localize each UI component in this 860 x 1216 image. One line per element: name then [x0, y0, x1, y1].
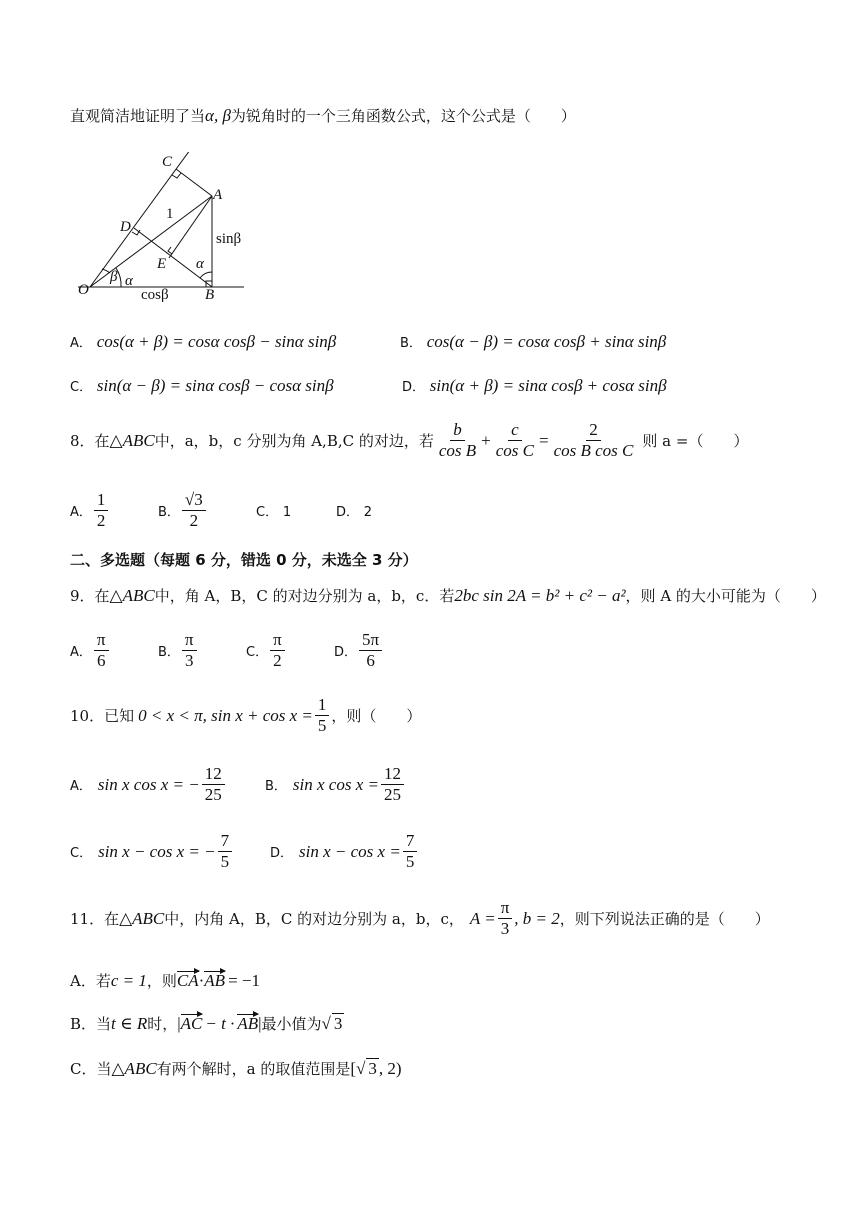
- q11-condition-a: A =: [469, 908, 496, 928]
- q8-suffix: 则 a =（ ）: [642, 432, 749, 451]
- option-result: = −1: [228, 971, 261, 990]
- equals-sign: =: [539, 430, 549, 450]
- q9-option-d[interactable]: [334, 630, 384, 672]
- option-label: A．: [70, 336, 92, 351]
- segment-ca: [176, 169, 212, 196]
- option-label: B．: [400, 336, 422, 351]
- option-fraction: $\frac{\pi}{3}$: [182, 630, 197, 672]
- interval-close: , 2): [378, 1059, 402, 1078]
- abs-bar-right: |: [258, 1014, 262, 1033]
- q11-mid: 中，内角 A，B，C 的对边分别为 a，b，c，: [164, 910, 464, 929]
- right-angle-e: [168, 247, 172, 254]
- vector-ac: AC: [180, 1014, 203, 1033]
- segment-ae: [169, 196, 212, 258]
- sqrt-radicand: 3: [333, 1014, 343, 1033]
- q8-options: [70, 490, 372, 532]
- option-fraction: $\frac{12}{25}$: [202, 764, 225, 806]
- option-fraction: $\frac{5\pi}{6}$: [359, 630, 382, 672]
- option-label: B．当: [70, 1015, 112, 1033]
- vector-ab: AB: [237, 1014, 259, 1033]
- q9-option-c[interactable]: [246, 630, 334, 672]
- q8-fraction-2: $\frac{c}{\text{cos C}}$: [495, 420, 534, 461]
- question-11-stem: [70, 898, 770, 940]
- label-e: E: [157, 256, 167, 272]
- q10-option-c[interactable]: [70, 831, 234, 873]
- q11-fraction: $\frac{\pi}{3}$: [498, 898, 513, 940]
- option-label: C．: [70, 380, 93, 395]
- q9-triangle: △ABC: [109, 586, 155, 605]
- ray-oc: [90, 152, 190, 287]
- dot-operator: ·: [198, 971, 205, 990]
- q8-option-d[interactable]: [336, 501, 372, 520]
- label-beta-o: β: [110, 269, 118, 285]
- q11-option-b[interactable]: [70, 1013, 344, 1034]
- stem-text-before: 直观简洁地证明了当: [70, 107, 206, 125]
- option-triangle: △ABC: [111, 1059, 157, 1078]
- option-label: D．: [402, 380, 426, 395]
- q7-option-a[interactable]: [70, 332, 336, 352]
- question-7-stem: [70, 105, 576, 126]
- q9-option-b[interactable]: [158, 630, 246, 672]
- option-label: B．: [158, 505, 180, 521]
- label-one: 1: [166, 206, 174, 222]
- q9-option-a[interactable]: [70, 630, 158, 672]
- option-fraction: $\frac{7}{5}$: [403, 831, 418, 873]
- option-value: 2: [363, 505, 373, 521]
- sqrt-radicand: 3: [368, 1059, 377, 1078]
- q7-option-d[interactable]: [402, 376, 667, 396]
- option-label: A．若: [70, 972, 111, 990]
- label-d: D: [120, 219, 131, 235]
- q10-fraction: $\frac{1}{5}$: [315, 695, 330, 737]
- q9-formula: 2bc sin 2A = b² + c² − a²: [454, 586, 626, 605]
- q11-suffix: ，则下列说法正确的是（ ）: [559, 910, 770, 929]
- option-text: 有两个解时，a 的取值范围是: [156, 1060, 351, 1078]
- q8-option-a[interactable]: [70, 490, 158, 532]
- q8-fraction-3: $\frac{2}{\text{cos B cos C}}$: [553, 420, 634, 461]
- q9-prefix: 9．在: [70, 587, 110, 605]
- minus-t: − t ·: [205, 1014, 235, 1033]
- option-condition: t ∈ R: [111, 1014, 148, 1033]
- q8-triangle: △ABC: [109, 430, 155, 450]
- q9-options: [70, 630, 384, 672]
- q11-option-a[interactable]: [70, 970, 260, 991]
- question-9-stem: [70, 585, 826, 606]
- question-8-stem: [70, 420, 748, 462]
- q10-suffix: ，则（ ）: [331, 707, 422, 726]
- q11-condition-b: , b = 2: [514, 908, 560, 928]
- q11-prefix: 11．在: [70, 910, 120, 929]
- stem-vars: α, β: [205, 106, 231, 125]
- option-label: A．: [70, 779, 92, 795]
- q8-option-b[interactable]: [158, 490, 256, 532]
- option-expression: sin x − cos x =: [299, 841, 401, 861]
- abs-bar-left: |: [177, 1014, 181, 1033]
- option-label: C．: [70, 846, 93, 862]
- option-label: D．: [336, 505, 360, 521]
- q11-triangle: △ABC: [119, 908, 165, 928]
- option-expression: sin x cos x =: [292, 774, 379, 794]
- option-fraction: $\frac{1}{2}$: [94, 490, 109, 532]
- angle-arc-beta: [102, 269, 110, 273]
- option-label: A．: [70, 505, 92, 521]
- section-heading: 二、多选题（每题 6 分，错选 0 分，未选全 3 分）: [70, 551, 418, 569]
- plus-sign: +: [481, 430, 491, 450]
- option-fraction: $\frac{\pi}{6}$: [94, 630, 109, 672]
- option-label: A．: [70, 645, 92, 661]
- q8-mid: 中，a，b，c 分别为角 A,B,C 的对边，若: [154, 432, 434, 451]
- q9-mid: 中，角 A，B，C 的对边分别为 a，b，c．若: [154, 587, 455, 605]
- option-text: ，则: [146, 972, 177, 990]
- bracket-open: [: [350, 1059, 357, 1078]
- q10-prefix: 10．已知: [70, 707, 135, 726]
- geometry-figure: [76, 152, 251, 307]
- option-label: B．: [265, 779, 287, 795]
- label-c: C: [162, 154, 173, 170]
- label-b: B: [205, 287, 215, 303]
- q11-option-c[interactable]: [70, 1058, 402, 1079]
- option-value: 1: [282, 505, 292, 521]
- right-angle-c: [172, 173, 181, 178]
- label-cosb: cosβ: [141, 287, 169, 303]
- option-expression: sin x − cos x = −: [98, 841, 216, 861]
- q7-option-c[interactable]: [70, 376, 334, 396]
- label-a: A: [213, 187, 223, 203]
- option-fraction: $\frac{\pi}{2}$: [270, 630, 285, 672]
- option-formula: cos(α − β) = cosα cosβ + sinα sinβ: [426, 332, 667, 351]
- option-label: C．: [246, 645, 269, 661]
- q8-fraction-1: $\frac{b}{\text{cos B}}$: [438, 420, 477, 461]
- sqrt-symbol: √: [321, 1014, 331, 1033]
- sqrt-symbol: √: [356, 1059, 366, 1078]
- option-label: C．当: [70, 1060, 112, 1078]
- option-fraction: $\frac{7}{5}$: [218, 831, 233, 873]
- q10-option-b[interactable]: [265, 764, 406, 806]
- option-label: D．: [270, 846, 294, 862]
- q10-formula: 0 < x < π, sin x + cos x =: [138, 705, 313, 725]
- q9-suffix: ，则 A 的大小可能为（ ）: [625, 587, 826, 605]
- q8-option-c[interactable]: [256, 501, 336, 520]
- option-formula: cos(α + β) = cosα cosβ − sinα sinβ: [96, 332, 337, 351]
- option-label: D．: [334, 645, 358, 661]
- option-text: 最小值为: [261, 1015, 322, 1033]
- vector-ab: AB: [204, 971, 226, 990]
- option-condition: c = 1: [110, 971, 147, 990]
- q7-option-b[interactable]: [400, 332, 666, 352]
- option-label: B．: [158, 645, 180, 661]
- label-alpha-b: α: [196, 256, 204, 272]
- option-expression: sin x cos x = −: [97, 774, 200, 794]
- stem-text-after: 为锐角时的一个三角函数公式，这个公式是（ ）: [230, 107, 576, 125]
- right-angle-d: [132, 230, 140, 235]
- option-text: 时，: [147, 1015, 178, 1033]
- option-label: C．: [256, 505, 279, 521]
- option-formula: sin(α − β) = sinα cosβ − cosα sinβ: [96, 376, 334, 395]
- question-10-stem: [70, 695, 421, 737]
- label-sinb: sinβ: [216, 231, 242, 247]
- option-formula: sin(α + β) = sinα cosβ + cosα sinβ: [429, 376, 667, 395]
- q10-option-d[interactable]: [270, 831, 419, 873]
- q10-option-a[interactable]: [70, 764, 227, 806]
- option-fraction: $\frac{√3}{2}$: [182, 490, 206, 532]
- q8-prefix: 8．在: [70, 432, 110, 451]
- label-o: O: [78, 282, 89, 298]
- vector-ca: CA: [176, 971, 199, 990]
- option-fraction: $\frac{12}{25}$: [381, 764, 404, 806]
- label-alpha-o: α: [125, 273, 133, 289]
